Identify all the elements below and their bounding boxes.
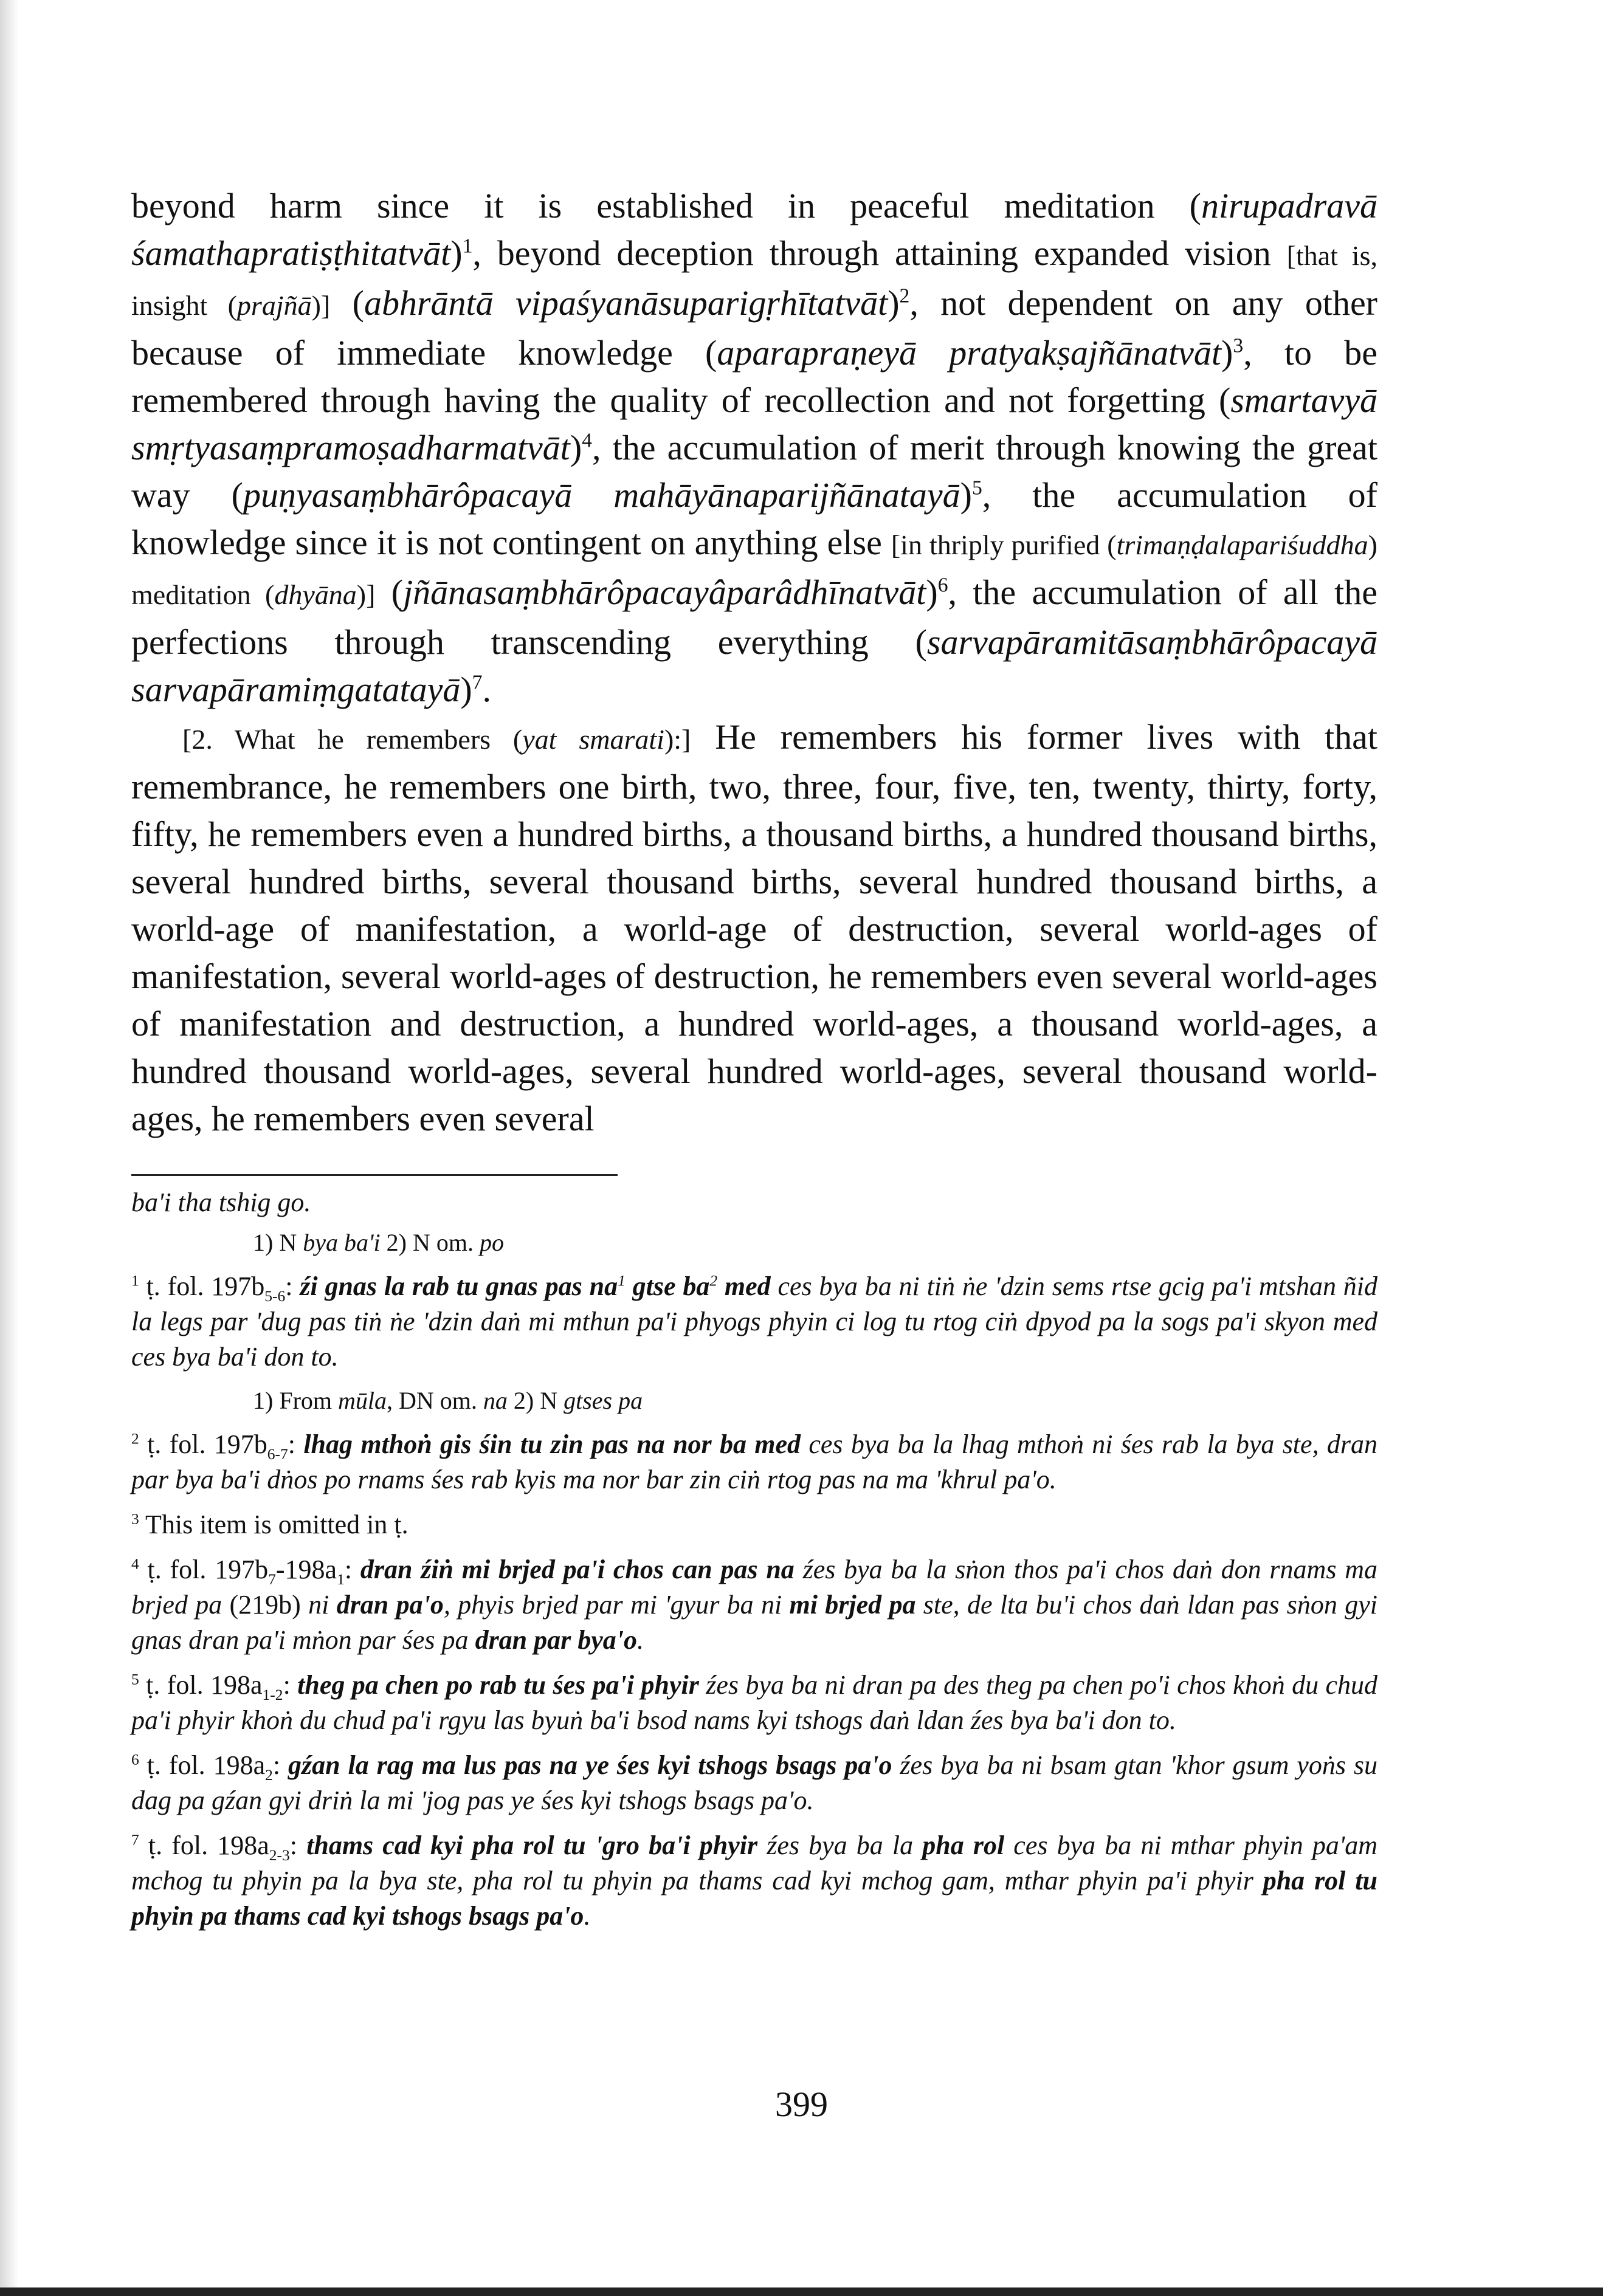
scan-edge-bottom [0,2287,1603,2296]
footnote-ref-5[interactable]: 5 [971,476,982,500]
footnote-carryover: ba'i tha tshig go. [131,1188,311,1217]
paragraph-2: [2. What he remembers (yat smarati):] He remembers his former lives with that remembrance, he remembers one birth, two, three, four, five, ten, twenty, thirty, forty, fifty, he remembers even a hundred births, a thousand births, a hundred thousand births, several hundred births, several thousand births, several hundred thousand births, a world-age of manifestation, a world-age of destruction, several world-ages of manifestation, several world-ages of destruction, he remembers even several world-ages of manifestation and destruction, a hundred world-ages, a thousand world-ages, a hundred thousand world-ages, several hundred world-ages, several thousand world-ages, he remembers even several [131,717,1378,1138]
footnote-4: $^4$ ṭ. fol. $197b_7-198a_1$: dran źiṅ mi brjed pa'i chos can pas na źes bya ba la sṅon thos pa'i chos daṅ don rnams ma brjed pa (219b) ni dran pa'o, phyis brjed par mi 'gyur ba ni mi brjed pa ste, de lta bu'i chos daṅ ldan pas sṅon gyi gnas dran pa'i mṅon par śes pa dran par bya'o. [131,1555,1377,1655]
footnote-1: $^1$ ṭ. fol. $197b_{5-6}$: źi gnas la rab tu gnas pas $na^1$ gtse $ba^2$ med ces bya ba ni tiṅ ṅe 'dzin sems rtse gcig pa'i mtshan ñid la legs par 'dug pas tiṅ ṅe 'dzin daṅ mi mthun pa'i phyogs phyin ci log tu rtog ciṅ dpyod pa la sogs pa'i skyon med ces bya ba'i don to. [131,1271,1377,1372]
footnote-ref-3[interactable]: 3 [1233,334,1244,357]
scan-edge-left [0,0,18,2296]
footnote-7: $^7$ ṭ. fol. $198a_{2-3}$: thams cad kyi pha rol tu 'gro ba'i phyir źes bya ba la pha rol ces bya ba ni mthar phyin pa'am mchog tu phyin pa la bya ste, pha rol tu phyin pa thams cad kyi mchog gam, mthar phyin pa'i phyir pha rol tu phyin pa thams cad kyi tshogs bsags pa'o. [131,1830,1378,1931]
footnote-2: $^2$ ṭ. fol. $197b_{6-7}$: lhag mthoṅ gis śin tu zin pas na nor ba med ces bya ba la lhag mthoṅ ni śes rab la bya ste, dran par bya ba'i dṅos po rnams śes rab kyis ma nor bar zin ciṅ rtog pas na ma 'khrul pa'o. [131,1429,1377,1494]
main-text [131,182,1377,1143]
paragraph-1: beyond harm since it is established in peaceful meditation (nirupadravā śamathapratiṣṭhitatvāt)$^1$, beyond deception through attaining expanded vision [that is, insight (prajñā)] (abhrāntā vipaśyanāsuparigṛhītatvāt)$^2$, not dependent on any other because of immediate knowledge (aparapraṇeyā pratyakṣajñānatvāt)$^3$, to be remembered through having the quality of recollection and not forgetting (smartavyā smṛtyasaṃpramoṣadharmatvāt)$^4$, the accumulation of merit through knowing the great way (puṇyasaṃbhārôpacayā mahāyānaparijñānatayā)$^5$, the accumulation of knowledge since it is not contingent on anything else [in thriply purified (trimaṇḍalapariśuddha) meditation (dhyāna)] (jñānasaṃbhārôpacayâparâdhīnatvāt)$^6$, the accumulation of all the perfections through transcending everything (sarvapāramitāsaṃbhārôpacayā sarvapāramiṃgatatayā)$^7$. [131,186,1378,709]
footnote-3: $^3$ This item is omitted in ṭ. [131,1510,409,1539]
section-heading: [2. What he remembers (yat smarati):] [182,724,691,755]
footnote-5: $^5$ ṭ. fol. $198a_{1-2}$: theg pa chen po rab tu śes pa'i phyir źes bya ba ni dran pa des theg pa chen po'i chos khoṅ du chud pa'i phyir khoṅ du chud pa'i rgyu las byuṅ ba'i bsod nams kyi tshogs daṅ ldan źes bya ba'i don to. [131,1670,1377,1735]
footnote-ref-2[interactable]: 2 [899,284,910,308]
footnote-6: $^6$ ṭ. fol. $198a_2$: gźan la rag ma lus pas na ye śes kyi tshogs bsags pa'o źes bya ba ni bsam gtan 'khor gsum yoṅs su dag pa gźan gyi driṅ la mi 'jog pas ye śes kyi tshogs bsags pa'o. [131,1750,1377,1815]
variant-note-1: 1) From mūla, DN om. na 2) N gtses pa [253,1387,643,1414]
footnote-ref-1[interactable]: 1 [462,235,473,258]
footnote-ref-7[interactable]: 7 [472,671,483,694]
footnote-divider [131,1174,618,1176]
variant-note-0: 1) N bya ba'i 2) N om. po [253,1229,504,1256]
footnote-ref-6[interactable]: 6 [937,574,948,597]
footnote-ref-4[interactable]: 4 [582,429,592,452]
page-number: 399 [775,2085,828,2124]
footnotes [131,1185,1377,1944]
